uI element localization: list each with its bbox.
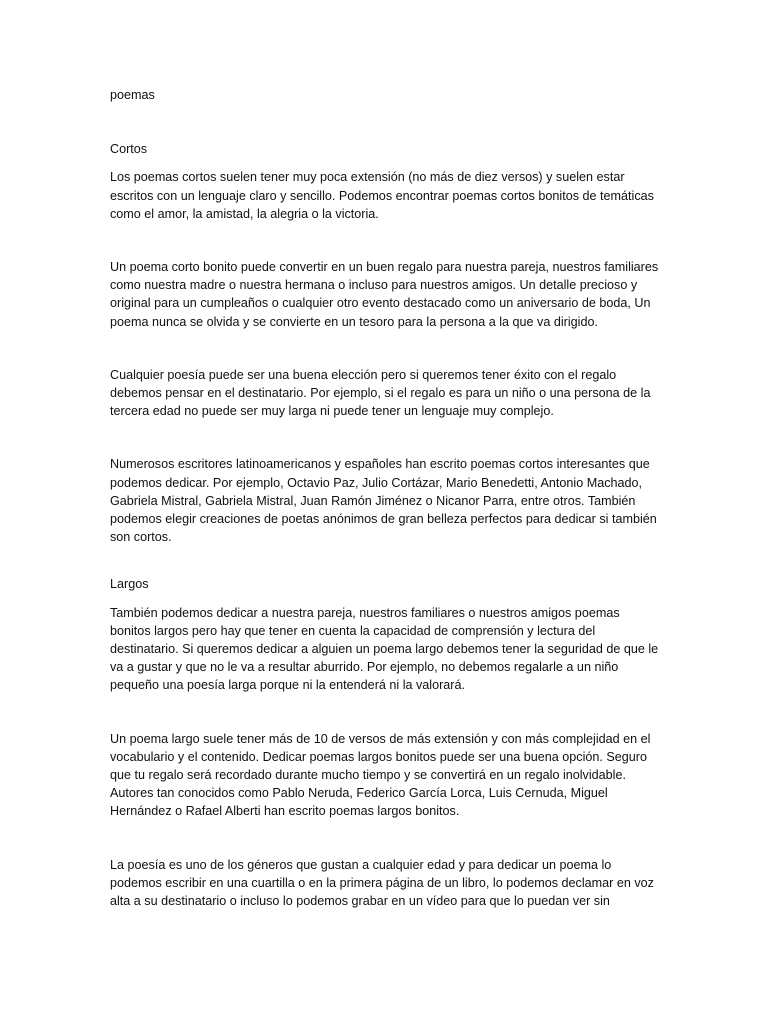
document-body [110,86,660,945]
paragraph: Cualquier poesía puede ser una buena elección pero si queremos tener éxito con el regalo debemos pensar en el destinatario. Por ejemplo, si el regalo es para un niño o una persona de la tercera edad no puede ser muy larga ni puede tener un lenguaje muy complejo. [110,367,651,419]
paragraph: Un poema corto bonito puede convertir en un buen regalo para nuestra pareja, nuestros familiares como nuestra madre o nuestra hermana o incluso para nuestros amigos. Un detalle precioso y original para un cumpleaños o cualquier otro evento destacado como un aniversario de boda, Un poema nunca se olvida y se convierte en un tesoro para la persona a la que va dirigido. [110,260,659,329]
paragraph: Numerosos escritores latinoamericanos y españoles han escrito poemas cortos interesantes que podemos dedicar. Por ejemplo, Octavio Paz, Julio Cortázar, Mario Benedetti, Antonio Machado, Gabriela Mistral, Gabriela Mistral, Juan Ramón Jiménez o Nicanor Parra, entre otros. También podemos elegir creaciones de poetas anónimos de gran belleza perfectos para dedicar si también son cortos. [110,457,657,545]
document-title: poemas [110,88,155,102]
paragraph: Los poemas cortos suelen tener muy poca extensión (no más de diez versos) y suelen estar escritos con un lenguaje claro y sencillo. Podemos encontrar poemas cortos bonitos de temáticas como el amor, la amistad, la alegria o la victoria. [110,170,654,221]
section-heading-cortos: Cortos [110,142,148,157]
paragraph: La poesía es uno de los géneros que gustan a cualquier edad y para dedicar un poema lo podemos escribir en una cuartilla o en la primera página de un libro, lo podemos declamar en voz alta a su destinatario o incluso lo podemos grabar en un vídeo para que lo puedan ver sin [110,857,654,909]
section-heading-largos: Largos [110,577,149,592]
paragraph: También podemos dedicar a nuestra pareja, nuestros familiares o nuestros amigos poemas bonitos largos pero hay que tener en cuenta la capacidad de comprensión y lectura del destinatario. Si queremos dedicar a alguien un poema largo debemos tener la seguridad de que le va a gustar y que no le va a resultar aburrido. Por ejemplo, no debemos regalarle a un niño pequeño una poesía larga porque ni la entenderá ni la valorará. [110,605,659,693]
paragraph: Un poema largo suele tener más de 10 de versos de más extensión y con más complejidad en el vocabulario y el contenido. Dedicar poemas largos bonitos puede ser una buena opción. Seguro que tu regalo será recordado durante mucho tiempo y se convertirá en un regalo inolvidable. Autores tan conocidos como Pablo Neruda, Federico García Lorca, Luis Cernuda, Miguel Hernández o Rafael Alberti han escrito poemas largos bonitos. [110,731,651,819]
